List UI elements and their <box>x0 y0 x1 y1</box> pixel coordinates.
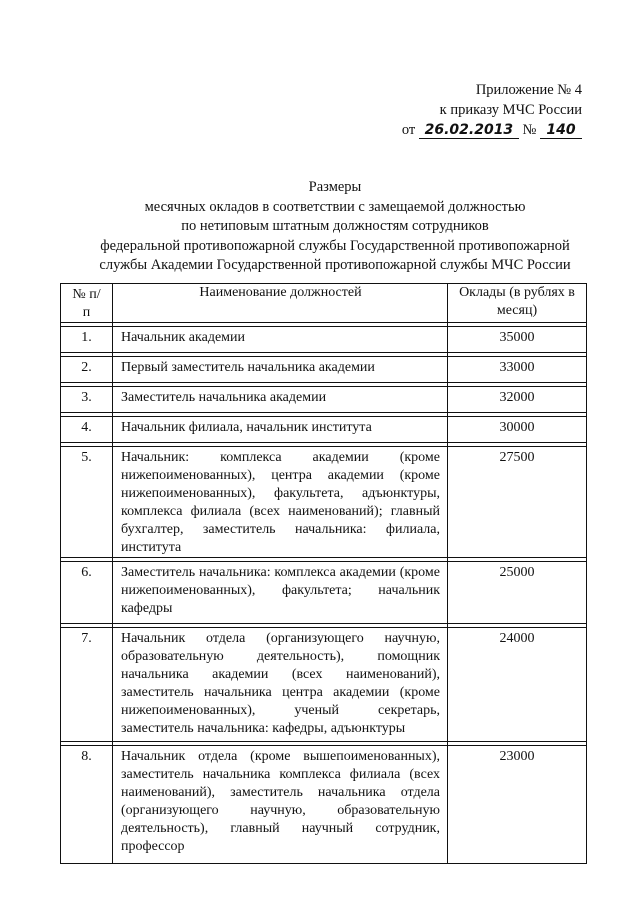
header-salary: Оклады (в рублях в месяц) <box>448 284 587 323</box>
title-line-3: по нетиповым штатным должностям сотрудников <box>181 218 489 234</box>
row-num: 4. <box>61 417 113 443</box>
appendix-order-ref: к приказу МЧС России <box>439 102 582 118</box>
table-row <box>61 417 587 443</box>
row-salary: 25000 <box>448 562 587 624</box>
row-num: 2. <box>61 357 113 383</box>
row-position: Начальник филиала, начальник института <box>113 417 448 443</box>
row-num: 7. <box>61 628 113 742</box>
row-salary: 32000 <box>448 387 587 413</box>
row-num: 5. <box>61 447 113 558</box>
from-label: от <box>401 122 416 138</box>
row-position: Начальник отдела (организующего научную, образовательную деятельность), помощник начальника академии (всех наименований), заместитель начальника центра академии (кроме нижепоименованных), ученый секретарь, заместитель начальника: кафедры, адъюнктуры <box>113 628 448 742</box>
document-title <box>50 178 620 276</box>
row-num: 1. <box>61 327 113 353</box>
salary-table <box>60 283 587 864</box>
title-line-2: месячных окладов в соответствии с замещаемой должностью <box>144 198 526 215</box>
row-salary: 35000 <box>448 327 587 353</box>
table-row <box>61 746 587 864</box>
header-name: Наименование должностей <box>113 284 448 323</box>
row-salary: 23000 <box>448 746 587 864</box>
table-header-row <box>61 284 587 323</box>
table-row <box>61 327 587 353</box>
table-row <box>61 628 587 742</box>
appendix-block <box>402 80 582 140</box>
row-salary: 24000 <box>448 628 587 742</box>
row-num: 6. <box>61 562 113 624</box>
table-row <box>61 562 587 624</box>
title-line-4: федеральной противопожарной службы Государственной противопожарной <box>100 237 570 254</box>
number-label: № <box>522 122 537 138</box>
order-date-line <box>402 120 582 140</box>
title-line-5: службы Академии Государственной противопожарной службы МЧС России <box>99 257 571 273</box>
handwritten-order-number: 140 <box>540 122 582 139</box>
handwritten-date: 26.02.2013 <box>419 122 519 139</box>
row-position: Начальник отдела (кроме вышепоименованных), заместитель начальника комплекса филиала (всех наименований), заместитель начальника отдела (организующего научную, образовательную деятельность), главный научный сотрудник, профессор <box>113 746 448 864</box>
row-salary: 33000 <box>448 357 587 383</box>
table-row <box>61 387 587 413</box>
row-salary: 30000 <box>448 417 587 443</box>
row-position: Заместитель начальника: комплекса академии (кроме нижепоименованных), факультета; начальник кафедры <box>113 562 448 624</box>
row-num: 3. <box>61 387 113 413</box>
row-position: Начальник: комплекса академии (кроме нижепоименованных), центра академии (кроме нижепоименованных), факультета, адъюнктуры, комплекса филиала (всех наименований); главный бухгалтер, заместитель начальника: филиала, института <box>113 447 448 558</box>
row-salary: 27500 <box>448 447 587 558</box>
row-num: 8. <box>61 746 113 864</box>
appendix-number: Приложение № 4 <box>475 82 582 98</box>
table-row <box>61 447 587 558</box>
header-num: № п/п <box>61 284 113 323</box>
title-line-1: Размеры <box>308 179 362 195</box>
row-position: Начальник академии <box>113 327 448 353</box>
table-row <box>61 357 587 383</box>
row-position: Первый заместитель начальника академии <box>113 357 448 383</box>
row-position: Заместитель начальника академии <box>113 387 448 413</box>
